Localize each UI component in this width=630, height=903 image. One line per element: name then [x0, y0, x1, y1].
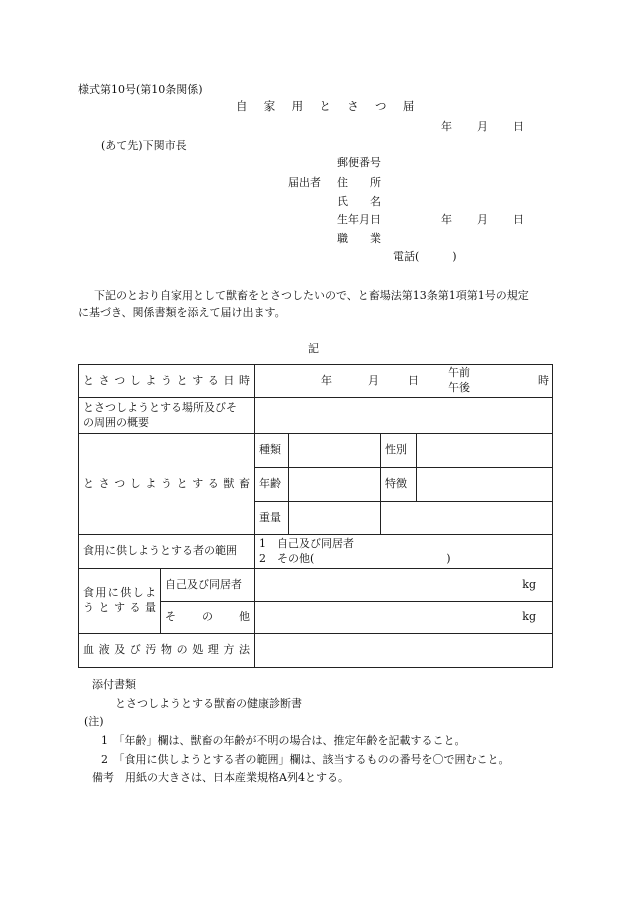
animal-label: とさつしようとする獣畜	[83, 476, 250, 490]
dt-pm: 午後	[448, 381, 470, 394]
location-input[interactable]	[255, 398, 553, 434]
range-options[interactable]	[255, 535, 553, 569]
ki-heading: 記	[308, 342, 319, 355]
form-title: 自 家 用 と さ つ 届	[236, 99, 421, 113]
sex-input[interactable]	[417, 434, 553, 468]
postal-label: 郵便番号	[337, 156, 381, 169]
feature-label: 特徴	[381, 468, 417, 502]
birth-year: 年	[441, 213, 452, 226]
date-month: 月	[477, 120, 488, 133]
dt-hour: 時	[538, 374, 549, 387]
weight-blank	[381, 502, 553, 535]
dt-month: 月	[368, 374, 379, 387]
kg-unit: kg	[522, 577, 536, 591]
animal-label-cell	[79, 434, 255, 535]
name-label: 氏 名	[337, 195, 381, 208]
kind-label: 種類	[255, 434, 289, 468]
row-location	[79, 398, 553, 434]
attachments-label: 添付書類	[92, 678, 136, 691]
kg-unit: kg	[522, 610, 536, 624]
note-label: (注)	[84, 715, 104, 728]
occupation-label: 職 業	[337, 232, 381, 245]
location-label-1: とさつしようとする場所及びそ	[83, 400, 237, 414]
form-number: 様式第10号(第10条関係)	[78, 83, 203, 96]
disposal-label-cell	[79, 634, 255, 668]
addressee: (あて先)下関市長	[101, 139, 187, 152]
self-quantity-input[interactable]	[255, 569, 553, 602]
phone-label: 電話( )	[393, 250, 457, 263]
dt-day: 日	[408, 374, 419, 387]
datetime-input-cell[interactable]	[255, 365, 553, 398]
attachment-item: とさつしようとする獣畜の健康診断書	[115, 697, 302, 710]
range-option-1[interactable]: 1 自己及び同居者	[259, 536, 354, 550]
quantity-label-cell	[79, 569, 161, 634]
datetime-label: とさつしようとする日時	[83, 373, 250, 387]
form-table	[78, 364, 553, 668]
dt-year: 年	[321, 374, 332, 387]
quantity-label-1: 食用に供しよ	[83, 586, 156, 600]
range-option-2[interactable]: 2 その他( )	[259, 551, 451, 565]
other-quantity-input[interactable]	[255, 602, 553, 634]
row-disposal	[79, 634, 553, 668]
row-quantity-self	[79, 569, 553, 602]
row-datetime	[79, 365, 553, 398]
remarks: 備考 用紙の大きさは、日本産業規格A列4とする。	[92, 771, 349, 784]
dt-am: 午前	[448, 366, 470, 379]
other-label-text: そ の 他	[165, 610, 250, 624]
datetime-label-cell	[79, 365, 255, 398]
age-label: 年齢	[255, 468, 289, 502]
body-line-1: 下記のとおり自家用として獣畜をとさつしたいので、と畜場法第13条第1項第1号の規定	[94, 289, 529, 302]
kind-input[interactable]	[289, 434, 381, 468]
weight-label: 重量	[255, 502, 289, 535]
range-label: 食用に供しようとする者の範囲	[79, 535, 255, 569]
date-year: 年	[441, 120, 452, 133]
location-label-2: の周囲の概要	[83, 415, 149, 429]
disposal-label: 血液及び汚物の処理方法	[83, 643, 250, 657]
note-1: 1 「年齢」欄は、獣畜の年齢が不明の場合は、推定年齢を記載すること。	[101, 734, 466, 747]
weight-input[interactable]	[289, 502, 381, 535]
sex-label: 性別	[381, 434, 417, 468]
other-label	[161, 602, 255, 634]
location-label-cell	[79, 398, 255, 434]
birth-day: 日	[513, 213, 524, 226]
date-day: 日	[513, 120, 524, 133]
birthdate-label: 生年月日	[337, 213, 381, 226]
birth-month: 月	[477, 213, 488, 226]
self-label: 自己及び同居者	[161, 569, 255, 602]
body-line-2: に基づき、関係書類を添えて届け出ます。	[78, 306, 286, 319]
row-animal-1	[79, 434, 553, 468]
feature-input[interactable]	[417, 468, 553, 502]
quantity-label-2: うとする量	[83, 601, 156, 614]
age-input[interactable]	[289, 468, 381, 502]
disposal-input[interactable]	[255, 634, 553, 668]
applicant-label: 届出者	[288, 176, 321, 189]
address-label: 住 所	[337, 176, 381, 189]
note-2: 2 「食用に供しようとする者の範囲」欄は、該当するものの番号を〇で囲むこと。	[101, 753, 510, 766]
row-range	[79, 535, 553, 569]
